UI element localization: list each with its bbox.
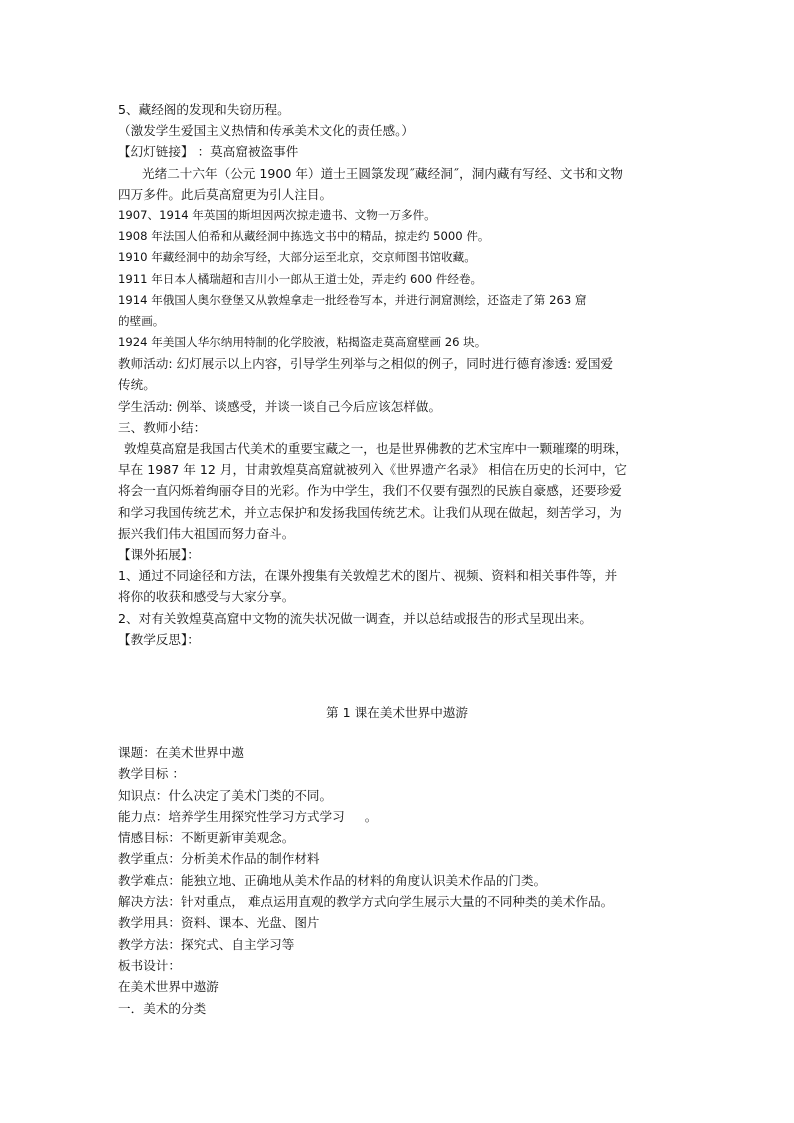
text-line: 一．美术的分类: [118, 1000, 207, 1016]
text-line: 和学习我国传统艺术，并立志保护和发扬我国传统艺术。让我们从现在做起，刻苦学习，为: [118, 504, 622, 520]
text-line: 教学方法：探究式、自主学习等: [118, 936, 295, 952]
text-line: 教学重点：分析美术作品的制作材料: [118, 851, 320, 867]
lesson-continuation-section: [118, 99, 678, 650]
text-line: 1、通过不同途径和方法，在课外搜集有关敦煌艺术的图片、视频、资料和相关事件等，并: [118, 568, 618, 584]
text-line: 振兴我们伟大祖国而努力奋斗。: [118, 525, 295, 541]
text-line: 课题：在美术世界中遨: [118, 745, 244, 760]
text-line: 1907、1914 年英国的斯坦因两次掠走遗书、文物一万多件。: [118, 207, 436, 222]
text-line: 知识点：什么决定了美术门类的不同。: [118, 787, 333, 803]
lesson-title: 第 1 课在美术世界中遨游: [326, 705, 468, 720]
text-line: 早在 1987 年 12 月，甘肃敦煌莫高窟就被列入《世界遗产名录》 相信在历史的长河中，它: [118, 462, 627, 478]
text-line: 1924 年美国人华尔纳用特制的化学胶液，粘揭盗走莫高窟壁画 26 块。: [118, 335, 487, 350]
text-line: 四万多件。此后莫高窟更为引人注目。: [118, 186, 333, 202]
text-line: 1914 年俄国人奥尔登堡又从敦煌拿走一批经卷写本，并进行洞窟测绘，还盗走了第 263 窟: [118, 292, 587, 307]
text-line: 板书设计：: [118, 957, 181, 973]
text-line: 教学目标 ：: [118, 766, 185, 782]
text-line: 情感目标：不断更新审美观念。: [118, 830, 295, 846]
extension-heading: 【课外拓展】：: [118, 546, 200, 562]
summary-heading: 三、教师小结：: [118, 419, 207, 435]
text-line: 在美术世界中遨游: [118, 979, 219, 995]
text-line: 学生活动: 例举、谈感受，并谈一谈自己今后应该怎样做。: [118, 398, 442, 414]
text-line: 5、藏经阁的发现和失窃历程。: [118, 102, 290, 117]
text-line: 解决方法：针对重点， 难点运用直观的教学方式向学生展示大量的不同种类的美术作品。: [118, 894, 614, 910]
text-line: 能力点：培养学生用探究性学习方式学习 。: [118, 808, 378, 824]
text-line: 1908 年法国人伯希和从藏经洞中拣选文书中的精品，掠走约 5000 件。: [118, 229, 490, 244]
text-line: 2、对有关敦煌莫高窟中文物的流失状况做一调查，并以总结或报告的形式呈现出来。: [118, 610, 592, 626]
text-line: 1911 年日本人橘瑞超和吉川小一郎从王道士处，弄走约 600 件经卷。: [118, 271, 483, 286]
text-line: 将会一直闪烁着绚丽夺目的光彩。作为中学生，我们不仅要有强烈的民族自豪感，还要珍爱: [118, 483, 622, 499]
text-line: （激发学生爱国主义热情和传承美术文化的责任感。）: [118, 123, 414, 139]
text-line: 光绪二十六年（公元 1900 年）道士王圆箓发现˝藏经洞˝，洞内藏有写经、文书和文物: [142, 165, 623, 181]
text-line: 敦煌莫高窟是我国古代美术的重要宝藏之一，也是世界佛教的艺术宝库中一颗璀璨的明珠，: [124, 441, 628, 456]
text-line: 的壁画。: [118, 313, 165, 328]
text-line: 1910 年藏经洞中的劫余写经，大部分运至北京，交京师图书馆收藏。: [118, 250, 476, 265]
text-line: 将你的收获和感受与大家分享。: [118, 589, 295, 605]
lesson-plan-section: [118, 742, 678, 1019]
text-line: 教师活动: 幻灯展示以上内容，引导学生列举与之相似的例子，同时进行德育渗透: 爱国爱: [118, 356, 614, 372]
reflection-heading: 【教学反思】：: [118, 631, 200, 647]
text-line: 教学难点：能独立地、正确地从美术作品的材料的角度认识美术作品的门类。: [118, 872, 547, 888]
slide-link-heading: 【幻灯链接】 ：莫高窟被盗事件: [118, 144, 299, 160]
text-line: 教学用具：资料、课本、光盘、图片: [118, 915, 320, 931]
text-line: 传统。: [118, 377, 156, 393]
